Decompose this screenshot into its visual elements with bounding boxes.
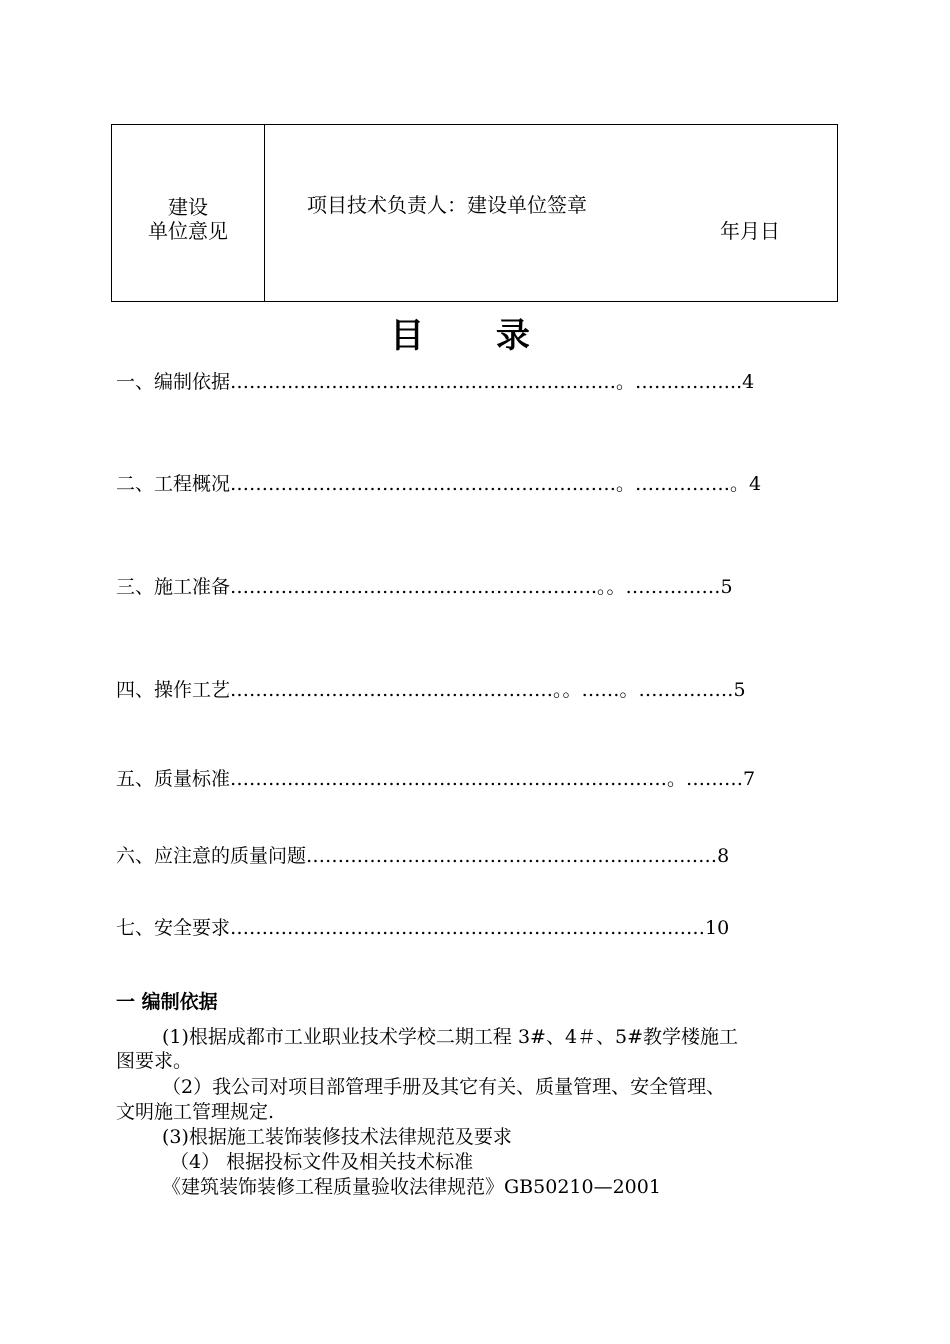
toc-item: 四、操作工艺……………………………………………。。……。……………5 [116, 679, 746, 701]
opinion-label-line1: 建设 [168, 195, 208, 219]
toc-item: 三、施工准备………………………………………………….。。……………5 [116, 576, 733, 598]
body-line: （4） 根据投标文件及相关技术标准 [170, 1151, 474, 1173]
body-line: （2）我公司对项目部管理手册及其它有关、质量管理、安全管理、 [162, 1076, 726, 1098]
opinion-table [111, 124, 838, 302]
opinion-label-line2: 单位意见 [148, 219, 228, 243]
body-line: (1)根据成都市工业职业技术学校二期工程 3#、4＃、5#教学楼施工 [162, 1026, 739, 1048]
opinion-date: 年月日 [720, 219, 780, 243]
toc-item: 二、工程概况……………………………………………….……。……………。4 [116, 473, 762, 495]
toc-title: 目 录 [390, 316, 560, 356]
opinion-content: 项目技术负责人：建设单位签章 [307, 193, 587, 217]
body-line: 文明施工管理规定. [116, 1101, 275, 1123]
body-line: (3)根据施工装饰装修技术法律规范及要求 [162, 1126, 512, 1148]
section-heading: 一 编制依据 [116, 991, 218, 1013]
toc-item: 五、质量标准……………………………………………………………。………7 [116, 768, 756, 790]
table-divider [264, 125, 265, 301]
toc-item: 七、安全要求…………………………………………………………………10 [116, 917, 730, 939]
toc-item: 六、应注意的质量问题……………………………………………..…………8 [116, 845, 730, 867]
toc-item: 一、编制依据……………………………………………….……。……………..4 [116, 371, 755, 393]
body-line: 《建筑装饰装修工程质量验收法律规范》GB50210—2001 [162, 1176, 661, 1198]
body-line: 图要求。 [116, 1050, 193, 1072]
